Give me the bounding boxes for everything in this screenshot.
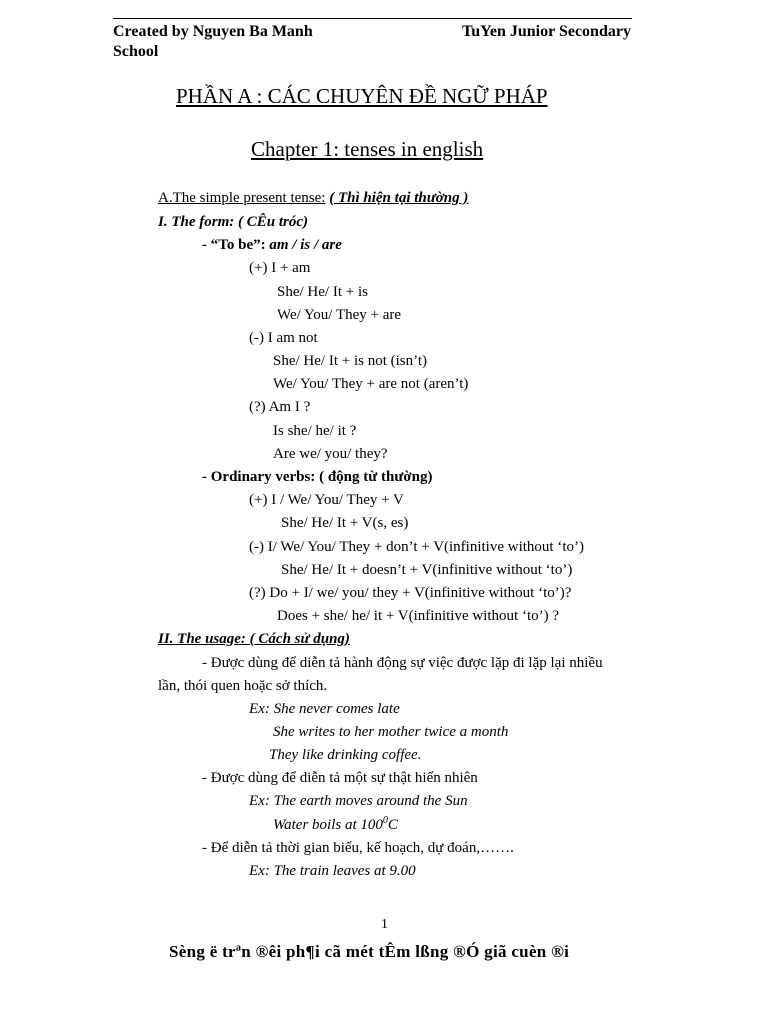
form-line: (-) I am not xyxy=(249,330,318,346)
example-line: Ex: The train leaves at 9.00 xyxy=(249,863,416,879)
ordinary-line: She/ He/ It + doesn’t + V(infinitive without ‘to’) xyxy=(281,562,573,578)
example-unit: C xyxy=(387,817,398,833)
example-line: Ex: She never comes late xyxy=(249,701,400,717)
ordinary-line: (-) I/ We/ You/ They + don’t + V(infinitive without ‘to’) xyxy=(249,539,584,555)
form-line: Is she/ he/ it ? xyxy=(273,423,357,439)
to-be-forms: am / is / are xyxy=(269,237,342,253)
header-author: Created by Nguyen Ba Manh xyxy=(113,23,313,40)
section-a-vi: ( Thì hiện tại thường ) xyxy=(329,190,469,206)
ordinary-verbs-heading: - Ordinary verbs: ( động từ thường) xyxy=(202,469,433,485)
header-school-cont: School xyxy=(113,43,159,60)
example-line: Ex: The earth moves around the Sun xyxy=(249,793,468,809)
superscript-degree: 0 xyxy=(382,815,388,826)
example-text: Water boils at 100 xyxy=(273,817,383,833)
form-line: We/ You/ They + are not (aren’t) xyxy=(273,376,469,392)
form-line: (+) I + am xyxy=(249,260,311,276)
ordinary-line: She/ He/ It + V(s, es) xyxy=(281,515,409,531)
form-line: She/ He/ It + is not (isn’t) xyxy=(273,353,428,369)
ordinary-line: (?) Do + I/ we/ you/ they + V(infinitive without ‘to’)? xyxy=(249,585,572,601)
section-a-heading xyxy=(158,189,468,207)
example-line-temperature xyxy=(273,815,398,834)
section-a-title: A.The simple present tense: xyxy=(158,190,326,206)
example-line: She writes to her mother twice a month xyxy=(273,724,509,740)
ordinary-line: (+) I / We/ You/ They + V xyxy=(249,492,404,508)
usage-item-1: - Được dùng để diễn tả hành động sự việc được lặp đi lặp lại nhiều xyxy=(202,655,603,671)
to-be-line xyxy=(202,236,342,254)
form-heading: I. The form: ( CÊu tróc) xyxy=(158,214,308,230)
part-title: PHẦN A : CÁC CHUYÊN ĐỀ NGỮ PHÁP xyxy=(176,84,548,108)
header-school: TuYen Junior Secondary xyxy=(462,23,631,40)
form-line: (?) Am I ? xyxy=(249,399,311,415)
footer-text: Sèng ë trªn ®êi ph¶i cã mét tÊm lßng ®Ó giã cuèn ®i xyxy=(169,942,570,961)
usage-item-1-cont: lần, thói quen hoặc sở thích. xyxy=(158,678,328,694)
form-line: She/ He/ It + is xyxy=(277,284,368,300)
header-rule xyxy=(113,18,632,19)
usage-item-3: - Để diễn tả thời gian biểu, kế hoạch, dự đoán,……. xyxy=(202,840,514,856)
chapter-title: Chapter 1: tenses in english xyxy=(251,137,484,161)
ordinary-line: Does + she/ he/ it + V(infinitive without ‘to’) ? xyxy=(277,608,560,624)
form-line: We/ You/ They + are xyxy=(277,307,402,323)
usage-heading: II. The usage: ( Cách sử dụng) xyxy=(158,631,350,647)
page-number: 1 xyxy=(381,917,388,932)
form-line: Are we/ you/ they? xyxy=(273,446,388,462)
to-be-label: - “To be”: xyxy=(202,237,270,253)
example-line: They like drinking coffee. xyxy=(269,747,422,763)
usage-item-2: - Được dùng để diễn tả một sự thật hiển nhiên xyxy=(202,770,478,786)
